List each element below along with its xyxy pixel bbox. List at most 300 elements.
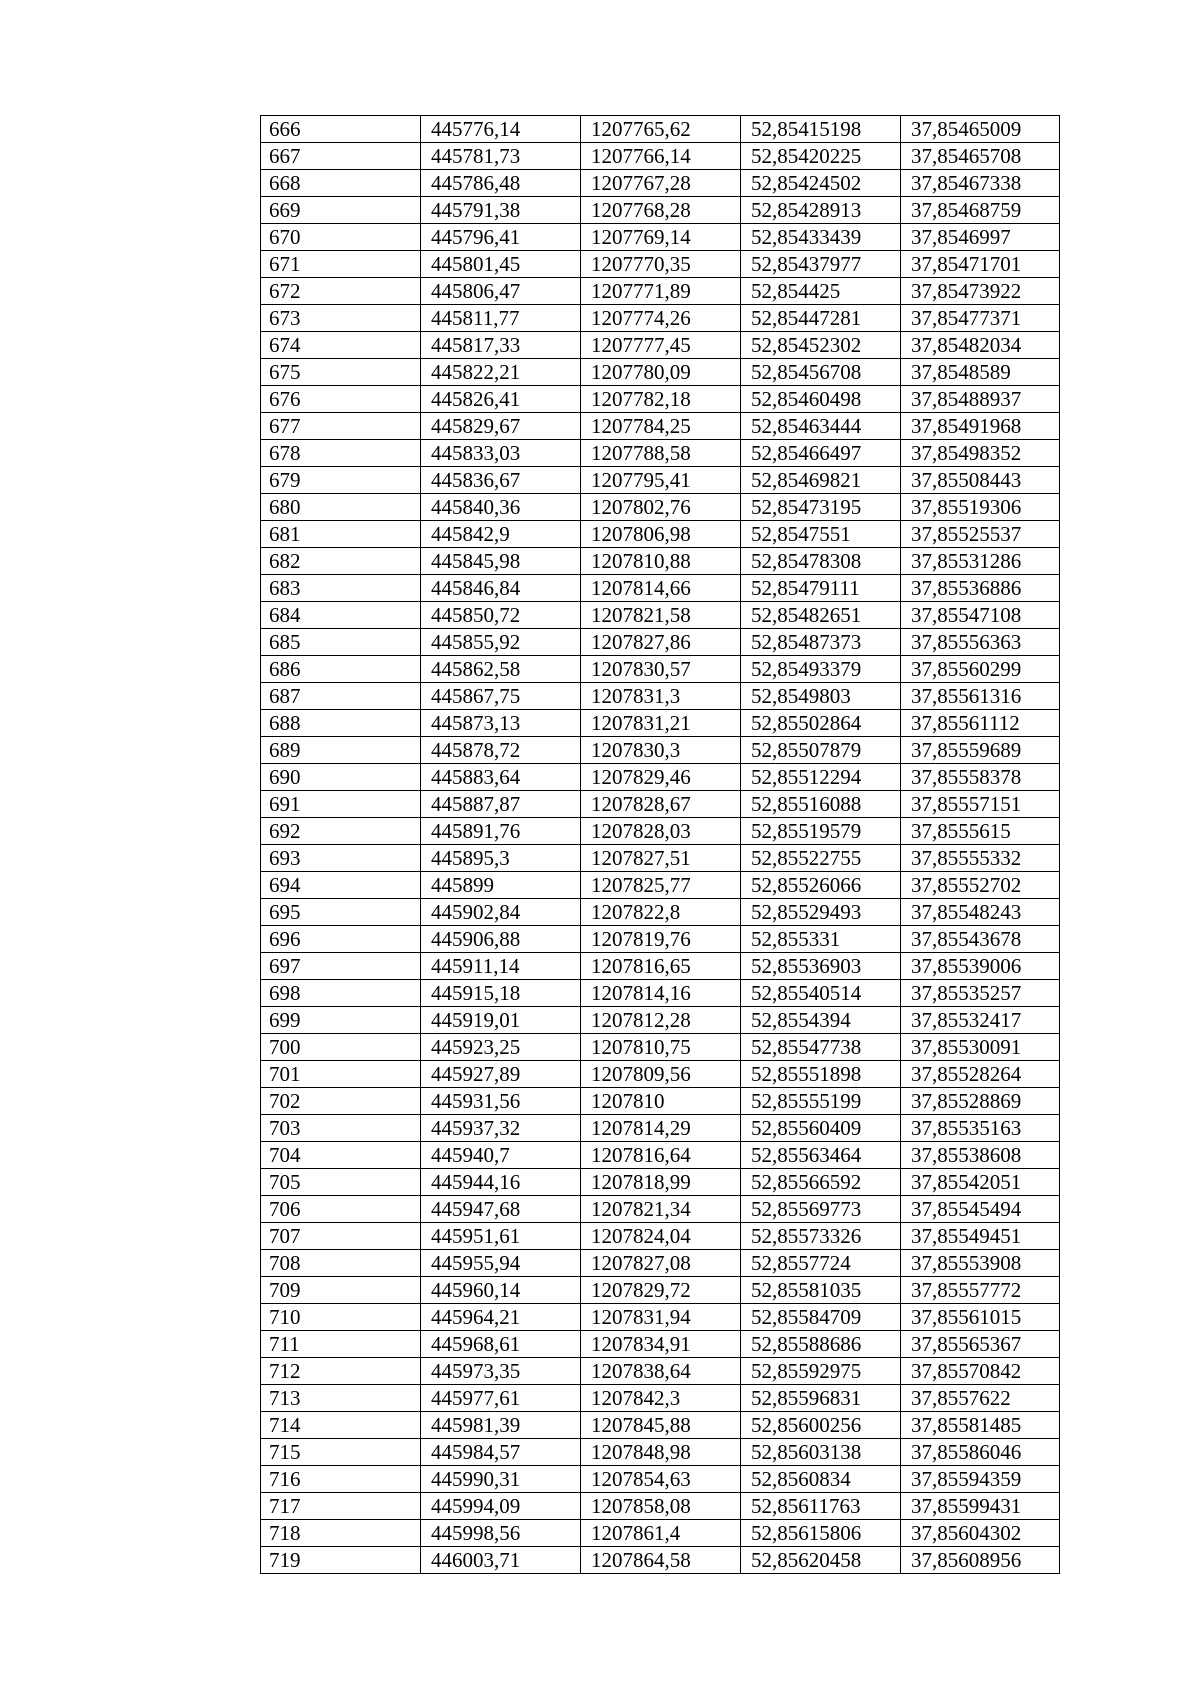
y-coordinate-cell: 1207829,46 <box>581 764 741 791</box>
table-row <box>261 332 1060 359</box>
table-row <box>261 1466 1060 1493</box>
latitude-cell: 52,85566592 <box>741 1169 901 1196</box>
table-row <box>261 143 1060 170</box>
longitude-cell: 37,85558378 <box>901 764 1060 791</box>
y-coordinate-cell: 1207864,58 <box>581 1547 741 1574</box>
point-number-cell: 672 <box>261 278 421 305</box>
table-row <box>261 791 1060 818</box>
x-coordinate-cell: 445833,03 <box>421 440 581 467</box>
y-coordinate-cell: 1207827,08 <box>581 1250 741 1277</box>
x-coordinate-cell: 445940,7 <box>421 1142 581 1169</box>
table-row <box>261 980 1060 1007</box>
x-coordinate-cell: 445817,33 <box>421 332 581 359</box>
y-coordinate-cell: 1207825,77 <box>581 872 741 899</box>
y-coordinate-cell: 1207827,86 <box>581 629 741 656</box>
longitude-cell: 37,85498352 <box>901 440 1060 467</box>
point-number-cell: 667 <box>261 143 421 170</box>
table-row <box>261 305 1060 332</box>
table-row <box>261 764 1060 791</box>
longitude-cell: 37,85581485 <box>901 1412 1060 1439</box>
x-coordinate-cell: 445786,48 <box>421 170 581 197</box>
latitude-cell: 52,85569773 <box>741 1196 901 1223</box>
longitude-cell: 37,85467338 <box>901 170 1060 197</box>
longitude-cell: 37,85548243 <box>901 899 1060 926</box>
point-number-cell: 666 <box>261 116 421 143</box>
latitude-cell: 52,85478308 <box>741 548 901 575</box>
longitude-cell: 37,85565367 <box>901 1331 1060 1358</box>
point-number-cell: 704 <box>261 1142 421 1169</box>
table-row <box>261 899 1060 926</box>
y-coordinate-cell: 1207821,34 <box>581 1196 741 1223</box>
point-number-cell: 710 <box>261 1304 421 1331</box>
longitude-cell: 37,85491968 <box>901 413 1060 440</box>
x-coordinate-cell: 445973,35 <box>421 1358 581 1385</box>
y-coordinate-cell: 1207819,76 <box>581 926 741 953</box>
latitude-cell: 52,85469821 <box>741 467 901 494</box>
longitude-cell: 37,85608956 <box>901 1547 1060 1574</box>
point-number-cell: 693 <box>261 845 421 872</box>
point-number-cell: 706 <box>261 1196 421 1223</box>
y-coordinate-cell: 1207810,88 <box>581 548 741 575</box>
y-coordinate-cell: 1207788,58 <box>581 440 741 467</box>
point-number-cell: 676 <box>261 386 421 413</box>
longitude-cell: 37,85538608 <box>901 1142 1060 1169</box>
table-row <box>261 1358 1060 1385</box>
point-number-cell: 719 <box>261 1547 421 1574</box>
y-coordinate-cell: 1207810,75 <box>581 1034 741 1061</box>
x-coordinate-cell: 445923,25 <box>421 1034 581 1061</box>
x-coordinate-cell: 445796,41 <box>421 224 581 251</box>
table-row <box>261 1196 1060 1223</box>
latitude-cell: 52,85536903 <box>741 953 901 980</box>
x-coordinate-cell: 445829,67 <box>421 413 581 440</box>
table-row <box>261 926 1060 953</box>
table-row <box>261 1520 1060 1547</box>
point-number-cell: 673 <box>261 305 421 332</box>
x-coordinate-cell: 445836,67 <box>421 467 581 494</box>
longitude-cell: 37,85535257 <box>901 980 1060 1007</box>
x-coordinate-cell: 445878,72 <box>421 737 581 764</box>
point-number-cell: 712 <box>261 1358 421 1385</box>
point-number-cell: 698 <box>261 980 421 1007</box>
table-row <box>261 494 1060 521</box>
longitude-cell: 37,85552702 <box>901 872 1060 899</box>
x-coordinate-cell: 445781,73 <box>421 143 581 170</box>
point-number-cell: 717 <box>261 1493 421 1520</box>
x-coordinate-cell: 445791,38 <box>421 197 581 224</box>
longitude-cell: 37,85561015 <box>901 1304 1060 1331</box>
y-coordinate-cell: 1207821,58 <box>581 602 741 629</box>
point-number-cell: 687 <box>261 683 421 710</box>
table-row <box>261 1169 1060 1196</box>
table-row <box>261 845 1060 872</box>
latitude-cell: 52,85584709 <box>741 1304 901 1331</box>
y-coordinate-cell: 1207770,35 <box>581 251 741 278</box>
table-row <box>261 197 1060 224</box>
latitude-cell: 52,85447281 <box>741 305 901 332</box>
point-number-cell: 718 <box>261 1520 421 1547</box>
y-coordinate-cell: 1207771,89 <box>581 278 741 305</box>
x-coordinate-cell: 445891,76 <box>421 818 581 845</box>
x-coordinate-cell: 445883,64 <box>421 764 581 791</box>
latitude-cell: 52,85420225 <box>741 143 901 170</box>
table-row <box>261 656 1060 683</box>
table-row <box>261 737 1060 764</box>
y-coordinate-cell: 1207795,41 <box>581 467 741 494</box>
longitude-cell: 37,85530091 <box>901 1034 1060 1061</box>
latitude-cell: 52,85620458 <box>741 1547 901 1574</box>
x-coordinate-cell: 445990,31 <box>421 1466 581 1493</box>
longitude-cell: 37,85528869 <box>901 1088 1060 1115</box>
y-coordinate-cell: 1207838,64 <box>581 1358 741 1385</box>
latitude-cell: 52,85603138 <box>741 1439 901 1466</box>
longitude-cell: 37,85549451 <box>901 1223 1060 1250</box>
longitude-cell: 37,85545494 <box>901 1196 1060 1223</box>
longitude-cell: 37,85594359 <box>901 1466 1060 1493</box>
latitude-cell: 52,85588686 <box>741 1331 901 1358</box>
longitude-cell: 37,85535163 <box>901 1115 1060 1142</box>
latitude-cell: 52,85573326 <box>741 1223 901 1250</box>
latitude-cell: 52,85452302 <box>741 332 901 359</box>
table-row <box>261 1115 1060 1142</box>
latitude-cell: 52,85479111 <box>741 575 901 602</box>
point-number-cell: 707 <box>261 1223 421 1250</box>
point-number-cell: 689 <box>261 737 421 764</box>
latitude-cell: 52,85600256 <box>741 1412 901 1439</box>
latitude-cell: 52,85424502 <box>741 170 901 197</box>
latitude-cell: 52,85519579 <box>741 818 901 845</box>
table-row <box>261 953 1060 980</box>
y-coordinate-cell: 1207812,28 <box>581 1007 741 1034</box>
point-number-cell: 684 <box>261 602 421 629</box>
point-number-cell: 681 <box>261 521 421 548</box>
longitude-cell: 37,85508443 <box>901 467 1060 494</box>
longitude-cell: 37,85468759 <box>901 197 1060 224</box>
x-coordinate-cell: 445902,84 <box>421 899 581 926</box>
latitude-cell: 52,854425 <box>741 278 901 305</box>
x-coordinate-cell: 445846,84 <box>421 575 581 602</box>
latitude-cell: 52,85560409 <box>741 1115 901 1142</box>
y-coordinate-cell: 1207818,99 <box>581 1169 741 1196</box>
latitude-cell: 52,85487373 <box>741 629 901 656</box>
point-number-cell: 705 <box>261 1169 421 1196</box>
y-coordinate-cell: 1207814,16 <box>581 980 741 1007</box>
longitude-cell: 37,85519306 <box>901 494 1060 521</box>
point-number-cell: 699 <box>261 1007 421 1034</box>
y-coordinate-cell: 1207861,4 <box>581 1520 741 1547</box>
y-coordinate-cell: 1207858,08 <box>581 1493 741 1520</box>
longitude-cell: 37,85542051 <box>901 1169 1060 1196</box>
y-coordinate-cell: 1207845,88 <box>581 1412 741 1439</box>
table-row <box>261 278 1060 305</box>
latitude-cell: 52,85473195 <box>741 494 901 521</box>
latitude-cell: 52,8547551 <box>741 521 901 548</box>
table-row <box>261 1412 1060 1439</box>
y-coordinate-cell: 1207828,67 <box>581 791 741 818</box>
table-row <box>261 1331 1060 1358</box>
x-coordinate-cell: 445960,14 <box>421 1277 581 1304</box>
latitude-cell: 52,85456708 <box>741 359 901 386</box>
x-coordinate-cell: 445919,01 <box>421 1007 581 1034</box>
latitude-cell: 52,85428913 <box>741 197 901 224</box>
x-coordinate-cell: 445911,14 <box>421 953 581 980</box>
table-row <box>261 1034 1060 1061</box>
point-number-cell: 692 <box>261 818 421 845</box>
x-coordinate-cell: 445984,57 <box>421 1439 581 1466</box>
latitude-cell: 52,85522755 <box>741 845 901 872</box>
latitude-cell: 52,8560834 <box>741 1466 901 1493</box>
longitude-cell: 37,85473922 <box>901 278 1060 305</box>
latitude-cell: 52,85460498 <box>741 386 901 413</box>
x-coordinate-cell: 445944,16 <box>421 1169 581 1196</box>
longitude-cell: 37,85525537 <box>901 521 1060 548</box>
x-coordinate-cell: 445906,88 <box>421 926 581 953</box>
latitude-cell: 52,85540514 <box>741 980 901 1007</box>
longitude-cell: 37,85557772 <box>901 1277 1060 1304</box>
table-row <box>261 575 1060 602</box>
longitude-cell: 37,85586046 <box>901 1439 1060 1466</box>
x-coordinate-cell: 445895,3 <box>421 845 581 872</box>
x-coordinate-cell: 445977,61 <box>421 1385 581 1412</box>
y-coordinate-cell: 1207831,94 <box>581 1304 741 1331</box>
table-row <box>261 1304 1060 1331</box>
point-number-cell: 675 <box>261 359 421 386</box>
longitude-cell: 37,85553908 <box>901 1250 1060 1277</box>
table-row <box>261 602 1060 629</box>
x-coordinate-cell: 445811,77 <box>421 305 581 332</box>
point-number-cell: 686 <box>261 656 421 683</box>
longitude-cell: 37,85471701 <box>901 251 1060 278</box>
table-row <box>261 1223 1060 1250</box>
point-number-cell: 685 <box>261 629 421 656</box>
x-coordinate-cell: 445850,72 <box>421 602 581 629</box>
x-coordinate-cell: 445994,09 <box>421 1493 581 1520</box>
longitude-cell: 37,85570842 <box>901 1358 1060 1385</box>
x-coordinate-cell: 445955,94 <box>421 1250 581 1277</box>
x-coordinate-cell: 445937,32 <box>421 1115 581 1142</box>
y-coordinate-cell: 1207854,63 <box>581 1466 741 1493</box>
y-coordinate-cell: 1207828,03 <box>581 818 741 845</box>
y-coordinate-cell: 1207780,09 <box>581 359 741 386</box>
table-row <box>261 1007 1060 1034</box>
latitude-cell: 52,85551898 <box>741 1061 901 1088</box>
table-row <box>261 1385 1060 1412</box>
y-coordinate-cell: 1207766,14 <box>581 143 741 170</box>
longitude-cell: 37,85556363 <box>901 629 1060 656</box>
x-coordinate-cell: 445822,21 <box>421 359 581 386</box>
latitude-cell: 52,85563464 <box>741 1142 901 1169</box>
latitude-cell: 52,85547738 <box>741 1034 901 1061</box>
longitude-cell: 37,85559689 <box>901 737 1060 764</box>
point-number-cell: 679 <box>261 467 421 494</box>
longitude-cell: 37,8548589 <box>901 359 1060 386</box>
y-coordinate-cell: 1207848,98 <box>581 1439 741 1466</box>
latitude-cell: 52,85526066 <box>741 872 901 899</box>
longitude-cell: 37,85561316 <box>901 683 1060 710</box>
point-number-cell: 703 <box>261 1115 421 1142</box>
y-coordinate-cell: 1207810 <box>581 1088 741 1115</box>
x-coordinate-cell: 446003,71 <box>421 1547 581 1574</box>
longitude-cell: 37,85477371 <box>901 305 1060 332</box>
x-coordinate-cell: 445931,56 <box>421 1088 581 1115</box>
y-coordinate-cell: 1207831,21 <box>581 710 741 737</box>
table-row <box>261 1439 1060 1466</box>
longitude-cell: 37,85599431 <box>901 1493 1060 1520</box>
latitude-cell: 52,8554394 <box>741 1007 901 1034</box>
latitude-cell: 52,85529493 <box>741 899 901 926</box>
x-coordinate-cell: 445873,13 <box>421 710 581 737</box>
latitude-cell: 52,85482651 <box>741 602 901 629</box>
table-row <box>261 359 1060 386</box>
longitude-cell: 37,8555615 <box>901 818 1060 845</box>
latitude-cell: 52,85507879 <box>741 737 901 764</box>
longitude-cell: 37,85528264 <box>901 1061 1060 1088</box>
y-coordinate-cell: 1207824,04 <box>581 1223 741 1250</box>
y-coordinate-cell: 1207777,45 <box>581 332 741 359</box>
latitude-cell: 52,85463444 <box>741 413 901 440</box>
latitude-cell: 52,85433439 <box>741 224 901 251</box>
point-number-cell: 668 <box>261 170 421 197</box>
x-coordinate-cell: 445951,61 <box>421 1223 581 1250</box>
longitude-cell: 37,85547108 <box>901 602 1060 629</box>
longitude-cell: 37,85539006 <box>901 953 1060 980</box>
longitude-cell: 37,85482034 <box>901 332 1060 359</box>
table-row <box>261 1061 1060 1088</box>
latitude-cell: 52,8549803 <box>741 683 901 710</box>
point-number-cell: 701 <box>261 1061 421 1088</box>
y-coordinate-cell: 1207814,29 <box>581 1115 741 1142</box>
y-coordinate-cell: 1207816,65 <box>581 953 741 980</box>
point-number-cell: 678 <box>261 440 421 467</box>
point-number-cell: 702 <box>261 1088 421 1115</box>
y-coordinate-cell: 1207809,56 <box>581 1061 741 1088</box>
table-row <box>261 872 1060 899</box>
y-coordinate-cell: 1207829,72 <box>581 1277 741 1304</box>
x-coordinate-cell: 445964,21 <box>421 1304 581 1331</box>
y-coordinate-cell: 1207827,51 <box>581 845 741 872</box>
x-coordinate-cell: 445862,58 <box>421 656 581 683</box>
table-row <box>261 1277 1060 1304</box>
point-number-cell: 696 <box>261 926 421 953</box>
latitude-cell: 52,85596831 <box>741 1385 901 1412</box>
latitude-cell: 52,85555199 <box>741 1088 901 1115</box>
point-number-cell: 695 <box>261 899 421 926</box>
latitude-cell: 52,85493379 <box>741 656 901 683</box>
point-number-cell: 674 <box>261 332 421 359</box>
y-coordinate-cell: 1207816,64 <box>581 1142 741 1169</box>
x-coordinate-cell: 445801,45 <box>421 251 581 278</box>
longitude-cell: 37,85555332 <box>901 845 1060 872</box>
point-number-cell: 697 <box>261 953 421 980</box>
latitude-cell: 52,85615806 <box>741 1520 901 1547</box>
y-coordinate-cell: 1207784,25 <box>581 413 741 440</box>
point-number-cell: 680 <box>261 494 421 521</box>
y-coordinate-cell: 1207834,91 <box>581 1331 741 1358</box>
table-row <box>261 521 1060 548</box>
y-coordinate-cell: 1207767,28 <box>581 170 741 197</box>
longitude-cell: 37,85465009 <box>901 116 1060 143</box>
longitude-cell: 37,85488937 <box>901 386 1060 413</box>
y-coordinate-cell: 1207814,66 <box>581 575 741 602</box>
point-number-cell: 670 <box>261 224 421 251</box>
table-row <box>261 1142 1060 1169</box>
point-number-cell: 700 <box>261 1034 421 1061</box>
y-coordinate-cell: 1207802,76 <box>581 494 741 521</box>
latitude-cell: 52,85437977 <box>741 251 901 278</box>
y-coordinate-cell: 1207769,14 <box>581 224 741 251</box>
latitude-cell: 52,85512294 <box>741 764 901 791</box>
point-number-cell: 691 <box>261 791 421 818</box>
y-coordinate-cell: 1207768,28 <box>581 197 741 224</box>
x-coordinate-cell: 445899 <box>421 872 581 899</box>
y-coordinate-cell: 1207806,98 <box>581 521 741 548</box>
table-row <box>261 1250 1060 1277</box>
point-number-cell: 671 <box>261 251 421 278</box>
table-row <box>261 1493 1060 1520</box>
x-coordinate-cell: 445842,9 <box>421 521 581 548</box>
point-number-cell: 714 <box>261 1412 421 1439</box>
x-coordinate-cell: 445887,87 <box>421 791 581 818</box>
table-row <box>261 548 1060 575</box>
latitude-cell: 52,85611763 <box>741 1493 901 1520</box>
y-coordinate-cell: 1207831,3 <box>581 683 741 710</box>
longitude-cell: 37,85543678 <box>901 926 1060 953</box>
y-coordinate-cell: 1207830,57 <box>581 656 741 683</box>
longitude-cell: 37,85532417 <box>901 1007 1060 1034</box>
x-coordinate-cell: 445927,89 <box>421 1061 581 1088</box>
x-coordinate-cell: 445981,39 <box>421 1412 581 1439</box>
y-coordinate-cell: 1207822,8 <box>581 899 741 926</box>
table-row <box>261 386 1060 413</box>
point-number-cell: 690 <box>261 764 421 791</box>
x-coordinate-cell: 445947,68 <box>421 1196 581 1223</box>
latitude-cell: 52,85516088 <box>741 791 901 818</box>
latitude-cell: 52,85415198 <box>741 116 901 143</box>
latitude-cell: 52,8557724 <box>741 1250 901 1277</box>
x-coordinate-cell: 445867,75 <box>421 683 581 710</box>
x-coordinate-cell: 445806,47 <box>421 278 581 305</box>
longitude-cell: 37,85557151 <box>901 791 1060 818</box>
longitude-cell: 37,85561112 <box>901 710 1060 737</box>
longitude-cell: 37,8546997 <box>901 224 1060 251</box>
latitude-cell: 52,85592975 <box>741 1358 901 1385</box>
point-number-cell: 683 <box>261 575 421 602</box>
point-number-cell: 694 <box>261 872 421 899</box>
point-number-cell: 688 <box>261 710 421 737</box>
x-coordinate-cell: 445855,92 <box>421 629 581 656</box>
x-coordinate-cell: 445968,61 <box>421 1331 581 1358</box>
table-row <box>261 116 1060 143</box>
longitude-cell: 37,85560299 <box>901 656 1060 683</box>
x-coordinate-cell: 445776,14 <box>421 116 581 143</box>
table-row <box>261 413 1060 440</box>
point-number-cell: 677 <box>261 413 421 440</box>
point-number-cell: 716 <box>261 1466 421 1493</box>
table-row <box>261 710 1060 737</box>
x-coordinate-cell: 445840,36 <box>421 494 581 521</box>
y-coordinate-cell: 1207765,62 <box>581 116 741 143</box>
latitude-cell: 52,855331 <box>741 926 901 953</box>
table-row <box>261 629 1060 656</box>
latitude-cell: 52,85502864 <box>741 710 901 737</box>
longitude-cell: 37,8557622 <box>901 1385 1060 1412</box>
x-coordinate-cell: 445998,56 <box>421 1520 581 1547</box>
point-number-cell: 708 <box>261 1250 421 1277</box>
point-number-cell: 715 <box>261 1439 421 1466</box>
x-coordinate-cell: 445826,41 <box>421 386 581 413</box>
point-number-cell: 682 <box>261 548 421 575</box>
latitude-cell: 52,85581035 <box>741 1277 901 1304</box>
